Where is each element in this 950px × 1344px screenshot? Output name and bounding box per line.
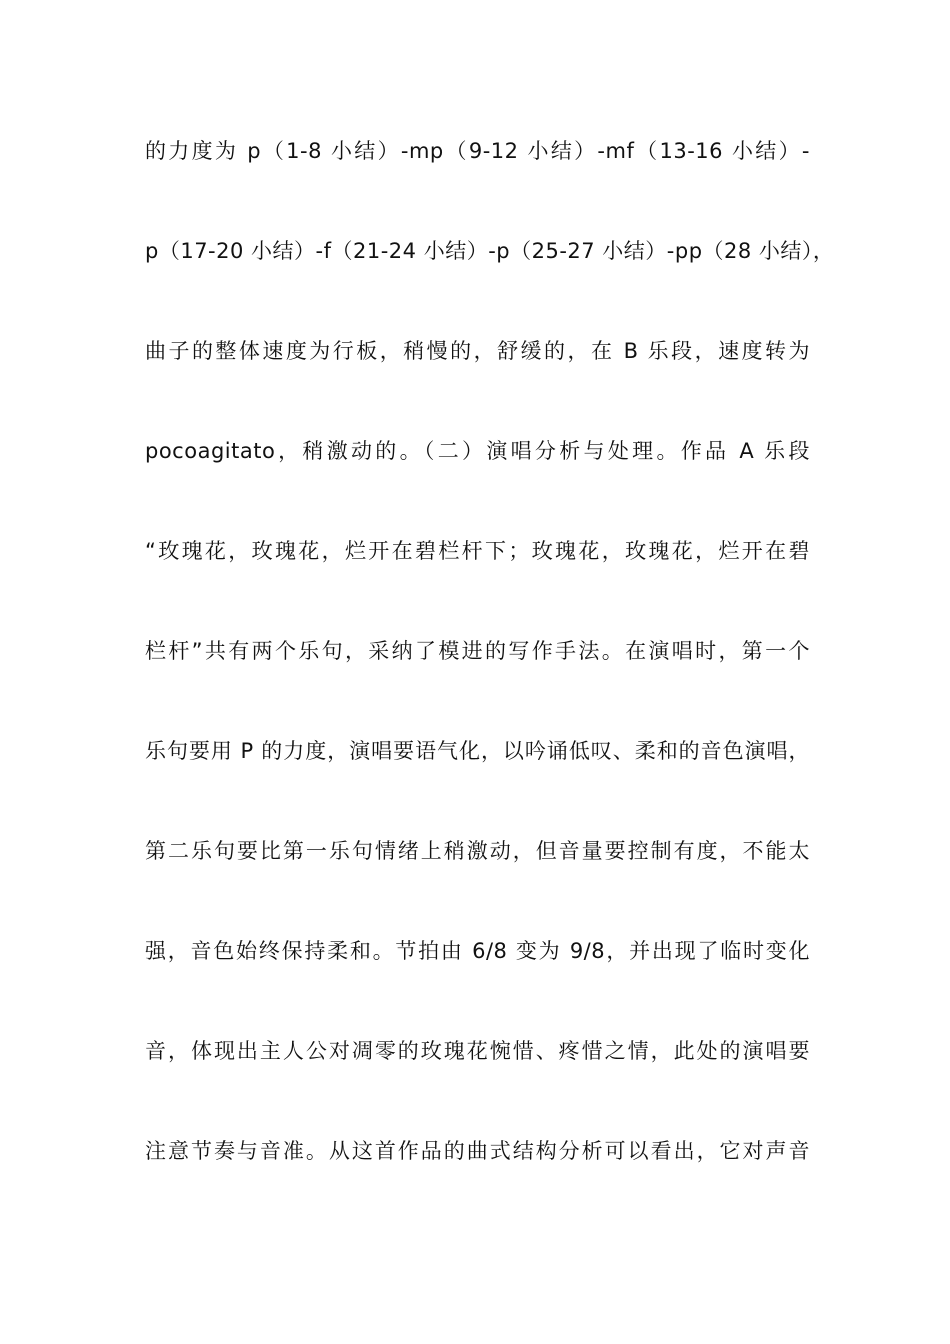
text-line: 音，体现出主人公对凋零的玫瑰花惋惜、疼惜之情，此处的演唱要	[145, 1039, 810, 1063]
text-line: “玫瑰花，玫瑰花，烂开在碧栏杆下；玫瑰花，玫瑰花，烂开在碧	[145, 539, 810, 563]
text-line: 第二乐句要比第一乐句情绪上稍激动，但音量要控制有度，不能太	[145, 839, 810, 863]
text-line: 强，音色始终保持柔和。节拍由 6/8 变为 9/8，并出现了临时变化	[145, 939, 810, 963]
text-line: 乐句要用 P 的力度，演唱要语气化，以吟诵低叹、柔和的音色演唱，	[145, 739, 810, 763]
text-line: 的力度为 p（1-8 小结）-mp（9-12 小结）-mf（13-16 小结）-	[145, 139, 810, 163]
text-line: 注意节奏与音准。从这首作品的曲式结构分析可以看出，它对声音	[145, 1139, 810, 1163]
body-text	[145, 128, 835, 1228]
text-line: 栏杆”共有两个乐句，采纳了模进的写作手法。在演唱时，第一个	[145, 639, 810, 663]
text-line: pocoagitato，稍激动的。（二）演唱分析与处理。作品 A 乐段	[145, 439, 810, 463]
text-line: 曲子的整体速度为行板，稍慢的，舒缓的，在 B 乐段，速度转为	[145, 339, 810, 363]
text-line: p（17-20 小结）-f（21-24 小结）-p（25-27 小结）-pp（28 小结），	[145, 239, 835, 263]
